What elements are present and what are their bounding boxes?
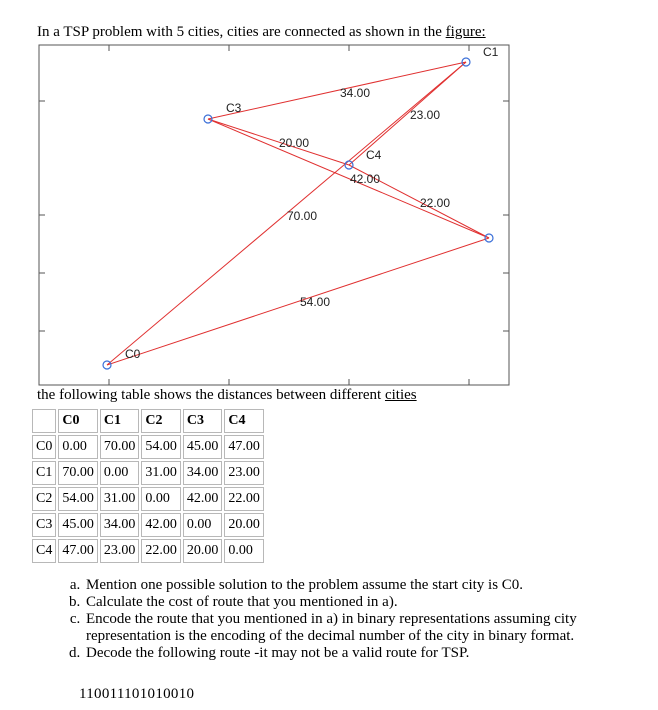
edge-c0-c2 xyxy=(107,238,489,365)
table-caption xyxy=(37,387,417,404)
edge-label-c1-c4: 23.00 xyxy=(410,108,441,122)
table-cell: 20.00 xyxy=(183,539,223,563)
intro-underlined: figure: xyxy=(445,24,486,40)
table-header-cell: C4 xyxy=(224,409,264,433)
table-row-header: C0 xyxy=(32,435,56,459)
question-c: c. Encode the route that you mentioned in a) in binary representations assuming city representation is the encoding of the decimal number of the city in binary format. xyxy=(84,611,658,645)
table-header-cell: C2 xyxy=(141,409,181,433)
edge-label-c1-c3: 34.00 xyxy=(340,86,371,100)
table-row xyxy=(32,461,264,485)
table-cell: 31.00 xyxy=(100,487,140,511)
table-cell: 42.00 xyxy=(183,487,223,511)
table-row-header: C2 xyxy=(32,487,56,511)
node-label-c1: C1 xyxy=(483,45,499,59)
distance-table xyxy=(30,407,266,565)
table-cell: 47.00 xyxy=(58,539,98,563)
table-cell: 0.00 xyxy=(183,513,223,537)
table-header-row xyxy=(32,409,264,433)
table-header-cell: C3 xyxy=(183,409,223,433)
table-row xyxy=(32,487,264,511)
table-row-header: C3 xyxy=(32,513,56,537)
question-b: b. Calculate the cost of route that you mentioned in a). xyxy=(84,594,658,611)
question-list xyxy=(44,577,658,662)
table-cell: 54.00 xyxy=(141,435,181,459)
caption-text: the following table shows the distances between different xyxy=(37,387,382,403)
table-cell: 47.00 xyxy=(224,435,264,459)
edge-label-c3-c4: 20.00 xyxy=(279,136,310,150)
node-label-c3: C3 xyxy=(226,101,242,115)
plot-frame xyxy=(39,45,509,385)
table-cell: 23.00 xyxy=(224,461,264,485)
table-cell: 0.00 xyxy=(224,539,264,563)
table-cell: 0.00 xyxy=(100,461,140,485)
intro-main: In a TSP problem with 5 cities, cities are connected as shown in the xyxy=(37,24,442,40)
table-cell: 34.00 xyxy=(183,461,223,485)
table-header-cell: C0 xyxy=(58,409,98,433)
edge-label-c0-c2: 54.00 xyxy=(300,295,331,309)
table-cell: 0.00 xyxy=(58,435,98,459)
edge-label-c0-c1: 70.00 xyxy=(287,209,318,223)
table-cell: 20.00 xyxy=(224,513,264,537)
table-corner-cell xyxy=(32,409,56,433)
table-row xyxy=(32,435,264,459)
table-cell: 31.00 xyxy=(141,461,181,485)
table-cell: 45.00 xyxy=(58,513,98,537)
table-cell: 54.00 xyxy=(58,487,98,511)
node-label-c0: C0 xyxy=(125,347,141,361)
table-header-cell: C1 xyxy=(100,409,140,433)
edge-c3-c2 xyxy=(208,119,489,238)
table-row-header: C1 xyxy=(32,461,56,485)
question-a: a. Mention one possible solution to the problem assume the start city is C0. xyxy=(84,577,658,594)
table-row-header: C4 xyxy=(32,539,56,563)
table-cell: 45.00 xyxy=(183,435,223,459)
table-row xyxy=(32,513,264,537)
question-d: d. Decode the following route -it may not be a valid route for TSP. xyxy=(84,645,658,662)
table-cell: 23.00 xyxy=(100,539,140,563)
caption-underlined: cities xyxy=(384,387,417,403)
table-cell: 70.00 xyxy=(58,461,98,485)
table-cell: 22.00 xyxy=(224,487,264,511)
table-cell: 34.00 xyxy=(100,513,140,537)
table-cell: 0.00 xyxy=(141,487,181,511)
binary-route-code: 110011101010010 xyxy=(79,686,195,702)
node-label-c4: C4 xyxy=(366,148,382,162)
table-cell: 22.00 xyxy=(141,539,181,563)
table-row xyxy=(32,539,264,563)
table-cell: 42.00 xyxy=(141,513,181,537)
edge-label-c4-c2: 22.00 xyxy=(420,196,451,210)
edge-label-c3-c2: 42.00 xyxy=(350,172,381,186)
table-cell: 70.00 xyxy=(100,435,140,459)
